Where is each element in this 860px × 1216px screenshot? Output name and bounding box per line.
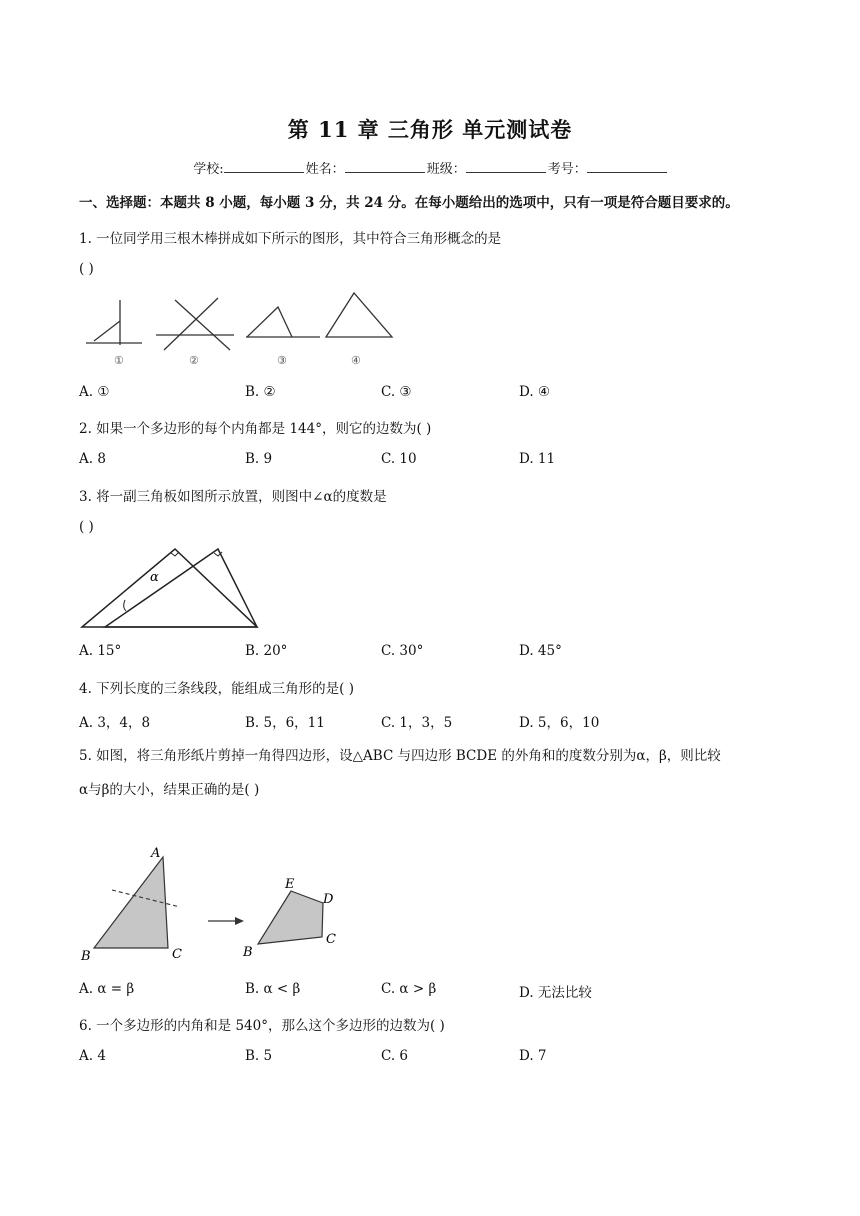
question-6: 6. 一个多边形的内角和是 540°，那么这个多边形的边数为( ) [79,1018,445,1034]
question-3-answer-blank: ( ) [79,519,94,535]
class-label: 班级： [426,162,466,177]
question-3-figure [80,545,270,630]
question-1-answer-blank: ( ) [79,261,94,277]
q6-option-d[interactable]: D. 7 [519,1048,547,1064]
student-info-row [0,158,860,177]
question-5-figure [80,843,350,968]
q6-option-a[interactable]: A. 4 [79,1048,106,1064]
q5-option-a[interactable]: A. α = β [79,981,135,997]
question-1: 1. 一位同学用三根木棒拼成如下所示的图形，其中符合三角形概念的是 [79,231,502,247]
page-title: 第 11 章 三角形 单元测试卷 [287,117,573,142]
q4-option-a[interactable]: A. 3，4，8 [79,715,151,731]
question-5-line-1: 5. 如图，将三角形纸片剪掉一角得四边形，设△ABC 与四边形 BCDE 的外角和的度数分别为α，β，则比较 [79,748,721,764]
exam-no-label: 考号： [547,162,587,177]
label-c-right: C [326,932,336,947]
question-1-figure [80,295,400,370]
name-blank[interactable] [345,172,425,173]
exam-no-blank[interactable] [587,172,667,173]
q2-option-c[interactable]: C. 10 [381,451,417,467]
q3-option-d[interactable]: D. 45° [519,643,562,659]
arrow-right-icon [235,917,244,925]
q1-option-c[interactable]: C. ③ [381,384,412,400]
school-label: 学校: [193,162,224,177]
q2-option-d[interactable]: D. 11 [519,451,556,467]
q5-option-b[interactable]: B. α < β [245,981,301,997]
label-e: E [285,877,295,892]
question-3: 3. 将一副三角板如图所示放置，则图中∠α的度数是 [79,489,387,505]
q2-option-a[interactable]: A. 8 [79,451,106,467]
question-2: 2. 如果一个多边形的每个内角都是 144°，则它的边数为( ) [79,421,432,437]
name-label: 姓名： [305,162,345,177]
q2-option-b[interactable]: B. 9 [245,451,273,467]
label-c-left: C [172,947,182,962]
q4-option-c[interactable]: C. 1，3，5 [381,715,453,731]
q3-option-b[interactable]: B. 20° [245,643,288,659]
q4-option-b[interactable]: B. 5，6，11 [245,715,325,731]
q5-option-d[interactable]: D. 无法比较 [519,985,592,1001]
label-b-right: B [243,945,253,960]
figure-label-2: ② [189,354,199,367]
figure-label-1: ① [114,354,124,367]
school-blank[interactable] [224,172,304,173]
q4-option-d[interactable]: D. 5，6，10 [519,715,600,731]
q5-option-c[interactable]: C. α > β [381,981,437,997]
q6-option-c[interactable]: C. 6 [381,1048,409,1064]
question-4: 4. 下列长度的三条线段，能组成三角形的是( ) [79,681,354,697]
q3-option-a[interactable]: A. 15° [79,643,122,659]
question-5-line-2: α与β的大小，结果正确的是( ) [79,782,260,798]
q1-option-d[interactable]: D. ④ [519,384,551,400]
figure-label-3: ③ [277,354,287,367]
q3-option-c[interactable]: C. 30° [381,643,424,659]
class-blank[interactable] [466,172,546,173]
q6-option-b[interactable]: B. 5 [245,1048,273,1064]
q1-option-a[interactable]: A. ① [79,384,110,400]
label-a: A [151,846,161,861]
figure-label-4: ④ [351,354,361,367]
alpha-label: α [150,570,159,585]
section-heading: 一、选择题：本题共 8 小题，每小题 3 分，共 24 分。在每小题给出的选项中，只有一项是符合题目要求的。 [79,195,739,211]
label-b-left: B [81,949,91,964]
label-d: D [323,892,334,907]
q1-option-b[interactable]: B. ② [245,384,276,400]
